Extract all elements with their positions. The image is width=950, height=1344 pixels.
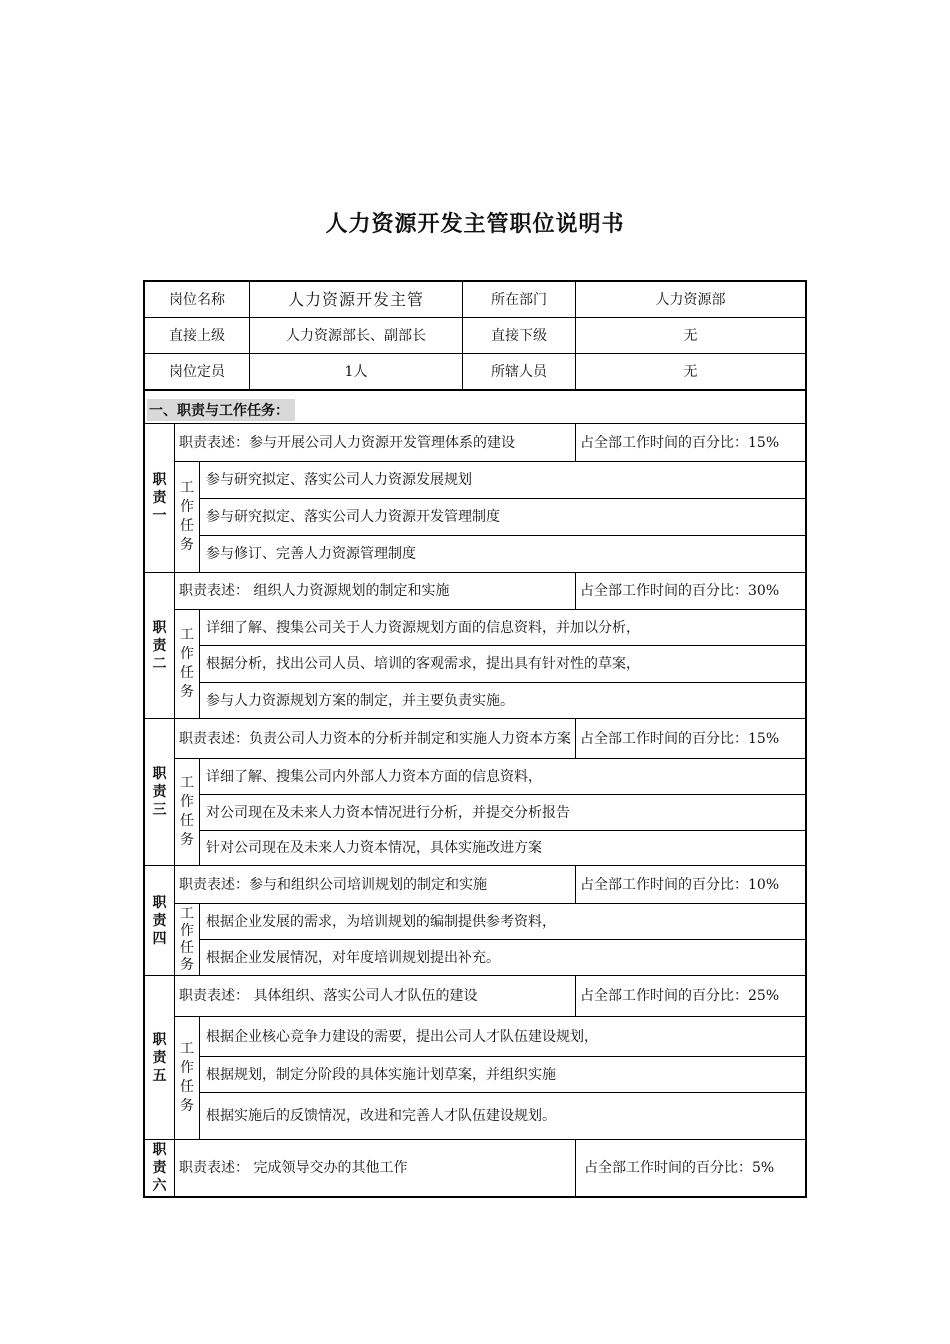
department-label: 所在部门	[463, 282, 576, 318]
duty-label: 职责五	[145, 976, 175, 1140]
time-percentage: 占全部工作时间的百分比：15%	[576, 719, 805, 759]
duty-description: 职责表述：负责公司人力资本的分析并制定和实施人力资本方案	[175, 719, 576, 759]
page-title: 人力资源开发主管职位说明书	[325, 212, 625, 237]
section-title: 一、职责与工作任务：	[147, 399, 295, 421]
duty-description: 职责表述： 组织人力资源规划的制定和实施	[175, 573, 576, 610]
time-percentage: 占全部工作时间的百分比：25%	[576, 976, 805, 1017]
duty-label: 职责四	[145, 866, 175, 976]
position-name-value: 人力资源开发主管	[250, 282, 463, 318]
section-heading	[145, 391, 805, 424]
task-label: 工作任务	[175, 904, 200, 976]
position-name-label: 岗位名称	[145, 282, 250, 318]
headcount-label: 岗位定员	[145, 354, 250, 391]
task-label: 工作任务	[175, 610, 200, 719]
duty-description: 职责表述： 完成领导交办的其他工作	[175, 1140, 576, 1196]
task-item: 针对公司现在及未来人力资本情况，具体实施改进方案	[200, 831, 805, 866]
task-item: 参与研究拟定、落实公司人力资源开发管理制度	[200, 499, 805, 536]
duty-label: 职责三	[145, 719, 175, 866]
duty-description: 职责表述：参与开展公司人力资源开发管理体系的建设	[175, 424, 576, 462]
duty-description: 职责表述： 具体组织、落实公司人才队伍的建设	[175, 976, 576, 1017]
subordinate-label: 直接下级	[463, 318, 576, 354]
department-value: 人力资源部	[576, 282, 805, 318]
headcount-value: 1人	[250, 354, 463, 391]
task-label: 工作任务	[175, 462, 200, 573]
superior-label: 直接上级	[145, 318, 250, 354]
staff-label: 所辖人员	[463, 354, 576, 391]
task-item: 根据企业发展的需求，为培训规划的编制提供参考资料，	[200, 904, 805, 940]
task-label: 工作任务	[175, 759, 200, 866]
duty-description: 职责表述：参与和组织公司培训规划的制定和实施	[175, 866, 576, 904]
task-item: 对公司现在及未来人力资本情况进行分析，并提交分析报告	[200, 795, 805, 831]
job-description-table	[143, 280, 807, 1198]
task-item: 根据规划，制定分阶段的具体实施计划草案，并组织实施	[200, 1057, 805, 1093]
task-item: 参与人力资源规划方案的制定，并主要负责实施。	[200, 683, 805, 719]
duty-label: 职责二	[145, 573, 175, 719]
task-label: 工作任务	[175, 1017, 200, 1140]
task-item: 参与研究拟定、落实公司人力资源发展规划	[200, 462, 805, 499]
staff-value: 无	[576, 354, 805, 391]
duty-label: 职责一	[145, 424, 175, 573]
subordinate-value: 无	[576, 318, 805, 354]
time-percentage: 占全部工作时间的百分比：5%	[584, 1160, 775, 1176]
task-item: 根据企业发展情况，对年度培训规划提出补充。	[200, 940, 805, 976]
task-item: 参与修订、完善人力资源管理制度	[200, 536, 805, 573]
task-item: 根据企业核心竞争力建设的需要，提出公司人才队伍建设规划，	[200, 1017, 805, 1057]
time-percentage: 占全部工作时间的百分比：15%	[576, 424, 805, 462]
task-item: 根据分析，找出公司人员、培训的客观需求，提出具有针对性的草案，	[200, 646, 805, 683]
superior-value: 人力资源部长、副部长	[250, 318, 463, 354]
time-percentage: 占全部工作时间的百分比：30%	[576, 573, 805, 610]
task-item: 详细了解、搜集公司内外部人力资本方面的信息资料，	[200, 759, 805, 795]
task-item: 根据实施后的反馈情况，改进和完善人才队伍建设规划。	[200, 1093, 805, 1140]
task-item: 详细了解、搜集公司关于人力资源规划方面的信息资料，并加以分析，	[200, 610, 805, 646]
duty-label: 职责六	[145, 1140, 175, 1196]
time-percentage: 占全部工作时间的百分比：10%	[576, 866, 805, 904]
